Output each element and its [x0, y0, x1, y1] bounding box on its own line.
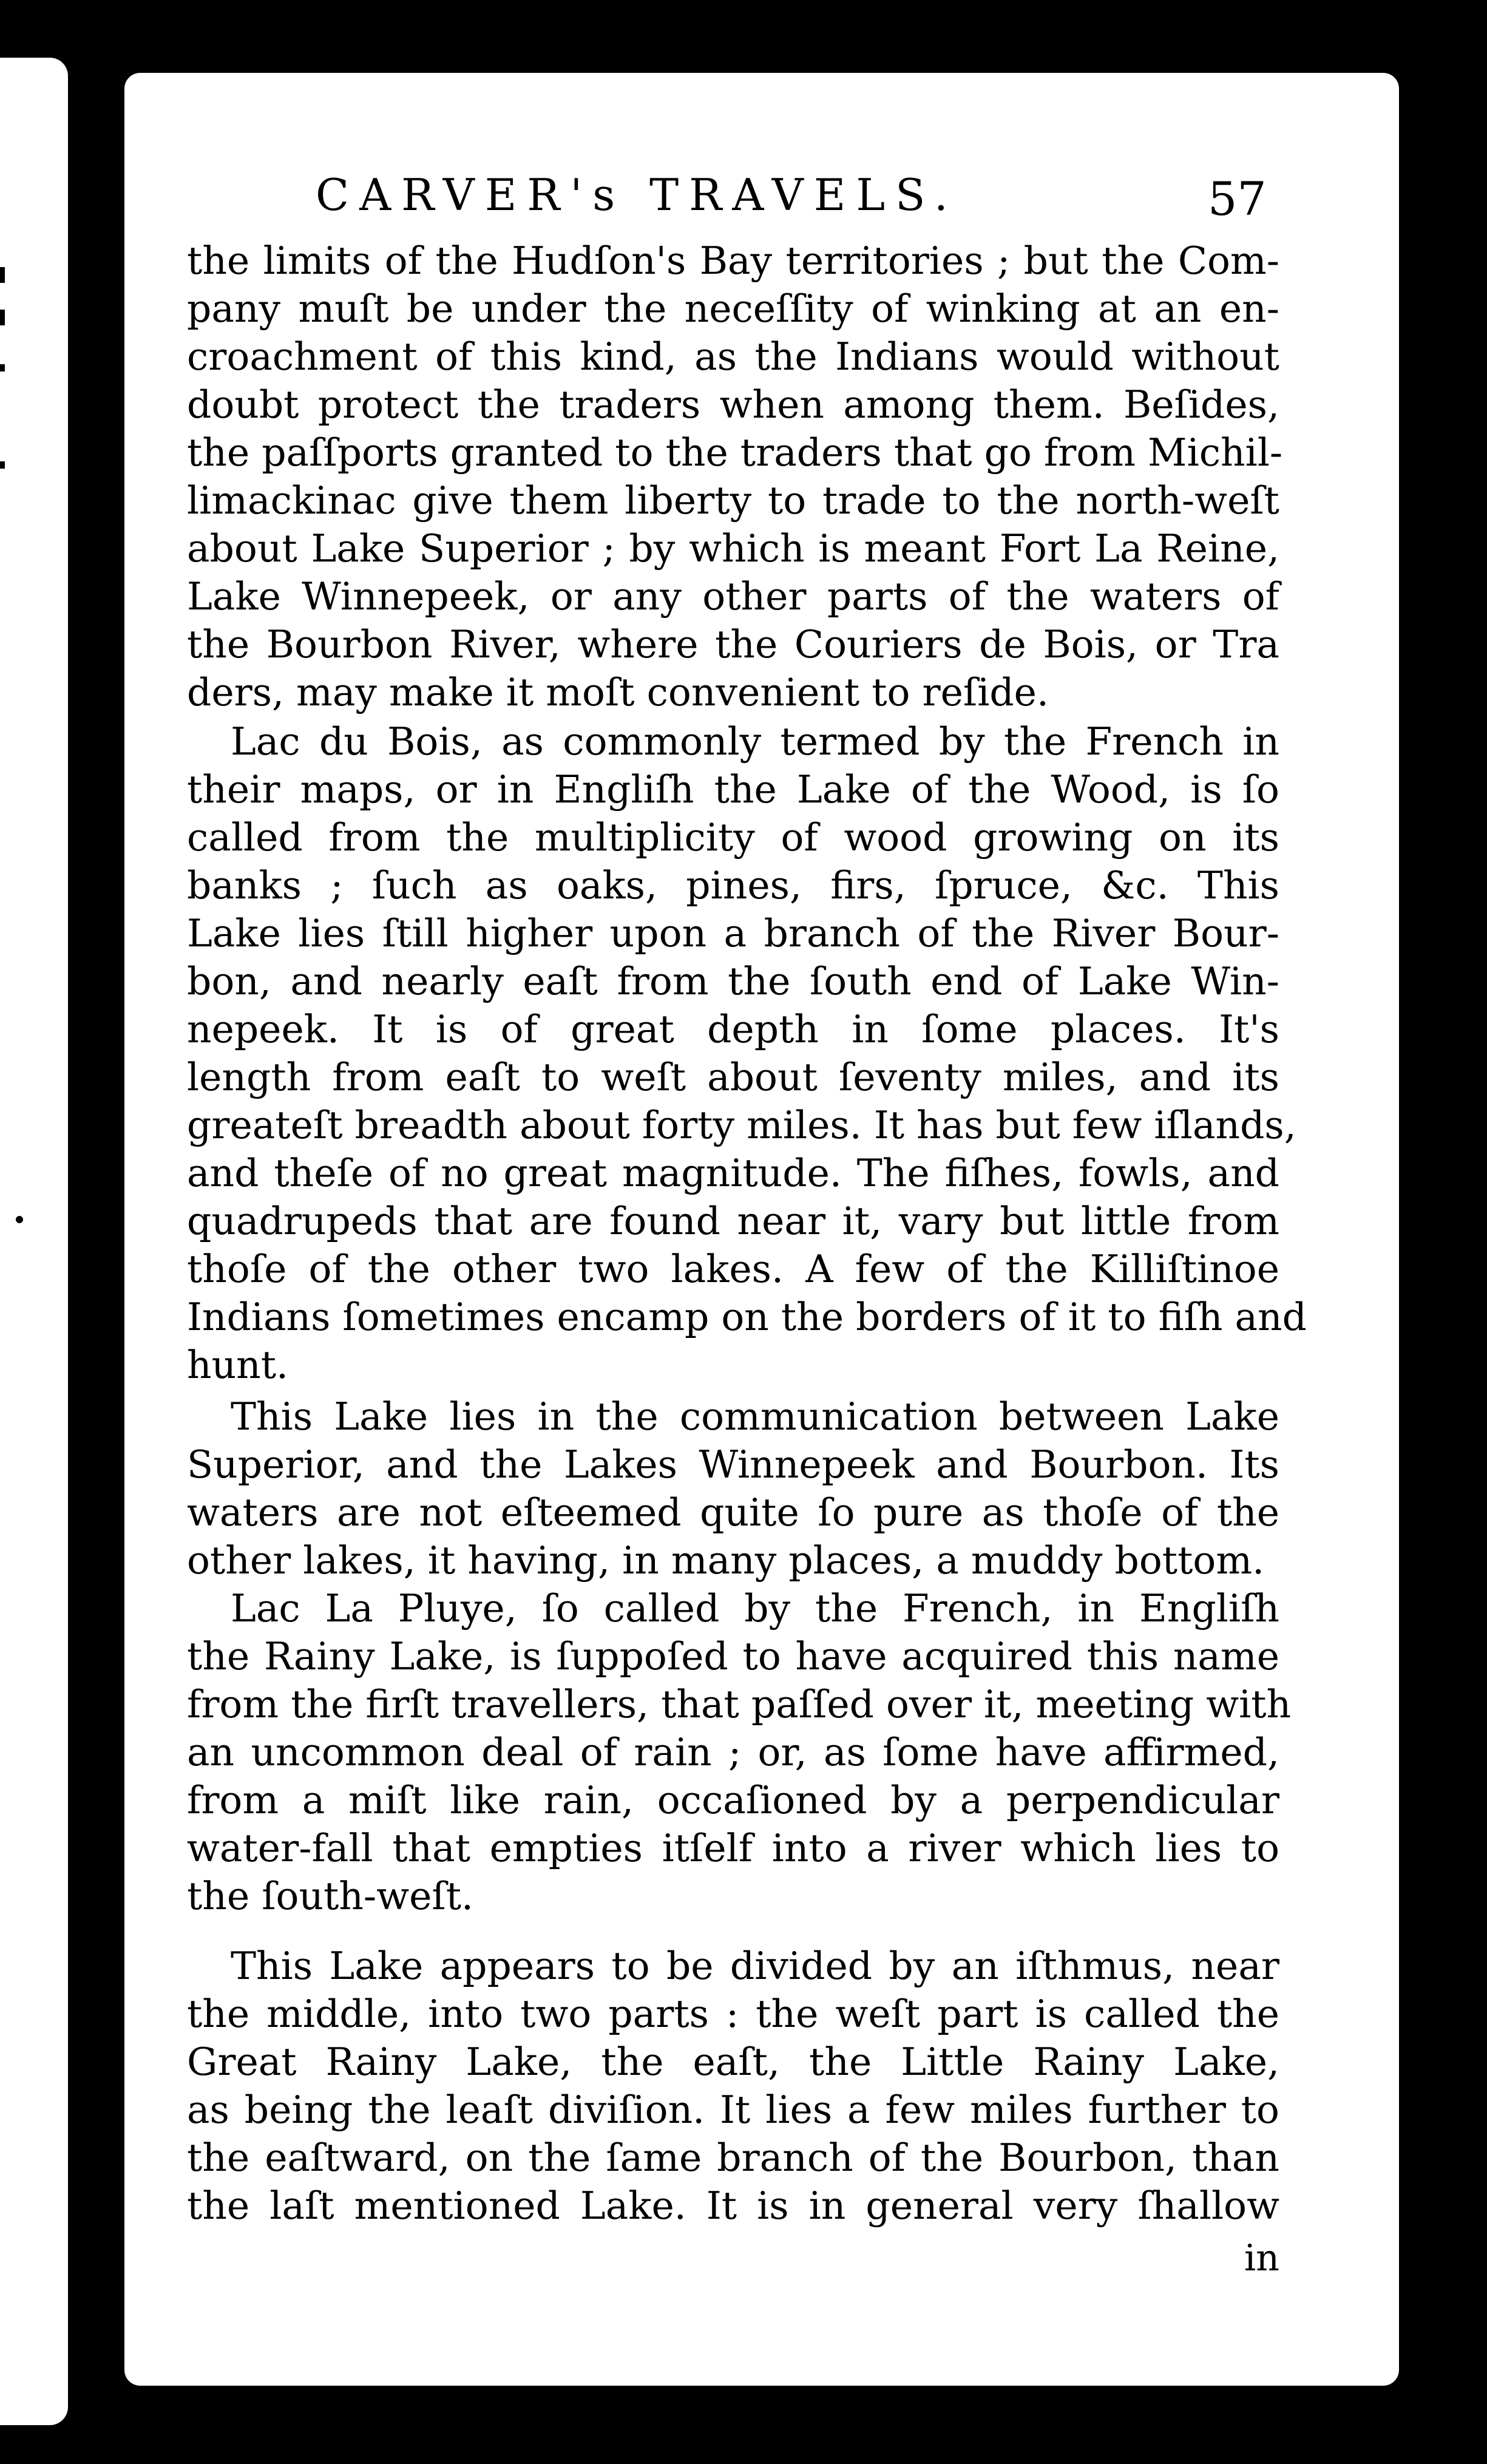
text-line: Great Rainy Lake, the eaſt, the Little Rainy Lake,	[187, 2040, 1279, 2084]
text-line: as being the leaſt diviſion. It lies a few miles further to	[187, 2088, 1279, 2132]
text-line: Lake lies ſtill higher upon a branch of the River Bour-	[187, 911, 1279, 955]
facing-page-mark	[16, 1216, 23, 1223]
facing-page-mark	[0, 267, 5, 283]
text-line: This Lake appears to be divided by an iſthmus, near	[231, 1944, 1279, 1988]
text-line: about Lake Superior ; by which is meant Fort La Reine,	[187, 526, 1279, 571]
text-line: called from the multiplicity of wood growing on its	[187, 815, 1279, 860]
text-line: hunt.	[187, 1343, 289, 1387]
text-line: nepeek. It is of great depth in ſome places. It's	[187, 1007, 1279, 1051]
text-line: their maps, or in Engliſh the Lake of the Wood, is ſo	[187, 767, 1279, 812]
text-line: quadrupeds that are found near it, vary but little from	[187, 1199, 1279, 1243]
text-line: banks ; ſuch as oaks, pines, firs, ſpruce, &c. This	[187, 863, 1279, 908]
catchword: in	[1244, 2237, 1279, 2279]
text-line: the eaſtward, on the ſame branch of the Bourbon, than	[187, 2136, 1279, 2180]
text-line: the laſt mentioned Lake. It is in general very ſhallow	[187, 2184, 1279, 2228]
text-line: the middle, into two parts : the weſt part is called the	[187, 1992, 1279, 2036]
text-line: croachment of this kind, as the Indians would without	[187, 334, 1279, 379]
facing-page-mark	[0, 461, 5, 469]
text-line: waters are not eſteemed quite ſo pure as thoſe of the	[187, 1490, 1279, 1535]
facing-page-mark	[0, 364, 5, 372]
text-line: doubt protect the traders when among them. Beſides,	[187, 382, 1279, 427]
text-line: ders, may make it moſt convenient to reſide.	[187, 670, 1049, 714]
text-line: length from eaſt to weſt about ſeventy miles, and its	[187, 1055, 1279, 1099]
text-line: thoſe of the other two lakes. A few of the Killiſtinoe	[187, 1247, 1279, 1291]
text-line: Lac du Bois, as commonly termed by the French in	[231, 719, 1279, 764]
text-line: from the firſt travellers, that paſſed over it, meeting with	[187, 1682, 1292, 1726]
page-number: 57	[1208, 172, 1267, 226]
running-head: CARVER's TRAVELS.	[316, 169, 958, 220]
text-line: the paſſports granted to the traders that go from Michil-	[187, 430, 1283, 475]
facing-page-mark	[0, 310, 5, 325]
text-line: other lakes, it having, in many places, a muddy bottom.	[187, 1538, 1265, 1583]
text-line: Indians ſometimes encamp on the borders of it to fiſh and	[187, 1295, 1307, 1339]
text-line: limackinac give them liberty to trade to the north-weſt	[187, 478, 1279, 523]
text-line: Lake Winnepeek, or any other parts of the waters of	[187, 574, 1279, 619]
text-line: bon, and nearly eaſt from the ſouth end of Lake Win-	[187, 959, 1279, 1003]
text-line: pany muſt be under the neceſſity of winking at an en-	[187, 287, 1279, 331]
text-line: water-fall that empties itſelf into a river which lies to	[187, 1826, 1279, 1870]
text-line: the Bourbon River, where the Couriers de Bois, or Tra	[187, 622, 1279, 667]
facing-page-edge	[0, 58, 68, 2425]
text-line: Lac La Pluye, ſo called by the French, in Engliſh	[231, 1586, 1279, 1631]
text-line: the limits of the Hudſon's Bay territories ; but the Com-	[187, 239, 1279, 283]
text-line: Superior, and the Lakes Winnepeek and Bourbon. Its	[187, 1442, 1279, 1487]
text-line: and theſe of no great magnitude. The fiſhes, fowls, and	[187, 1151, 1279, 1195]
text-line: from a miſt like rain, occaſioned by a perpendicular	[187, 1778, 1279, 1822]
text-line: the Rainy Lake, is ſuppoſed to have acquired this name	[187, 1634, 1279, 1678]
text-line: This Lake lies in the communication between Lake	[231, 1394, 1279, 1439]
text-line: an uncommon deal of rain ; or, as ſome have affirmed,	[187, 1730, 1279, 1774]
text-line: greateſt breadth about forty miles. It has but few iſlands,	[187, 1103, 1296, 1147]
text-line: the ſouth-weſt.	[187, 1874, 474, 1918]
